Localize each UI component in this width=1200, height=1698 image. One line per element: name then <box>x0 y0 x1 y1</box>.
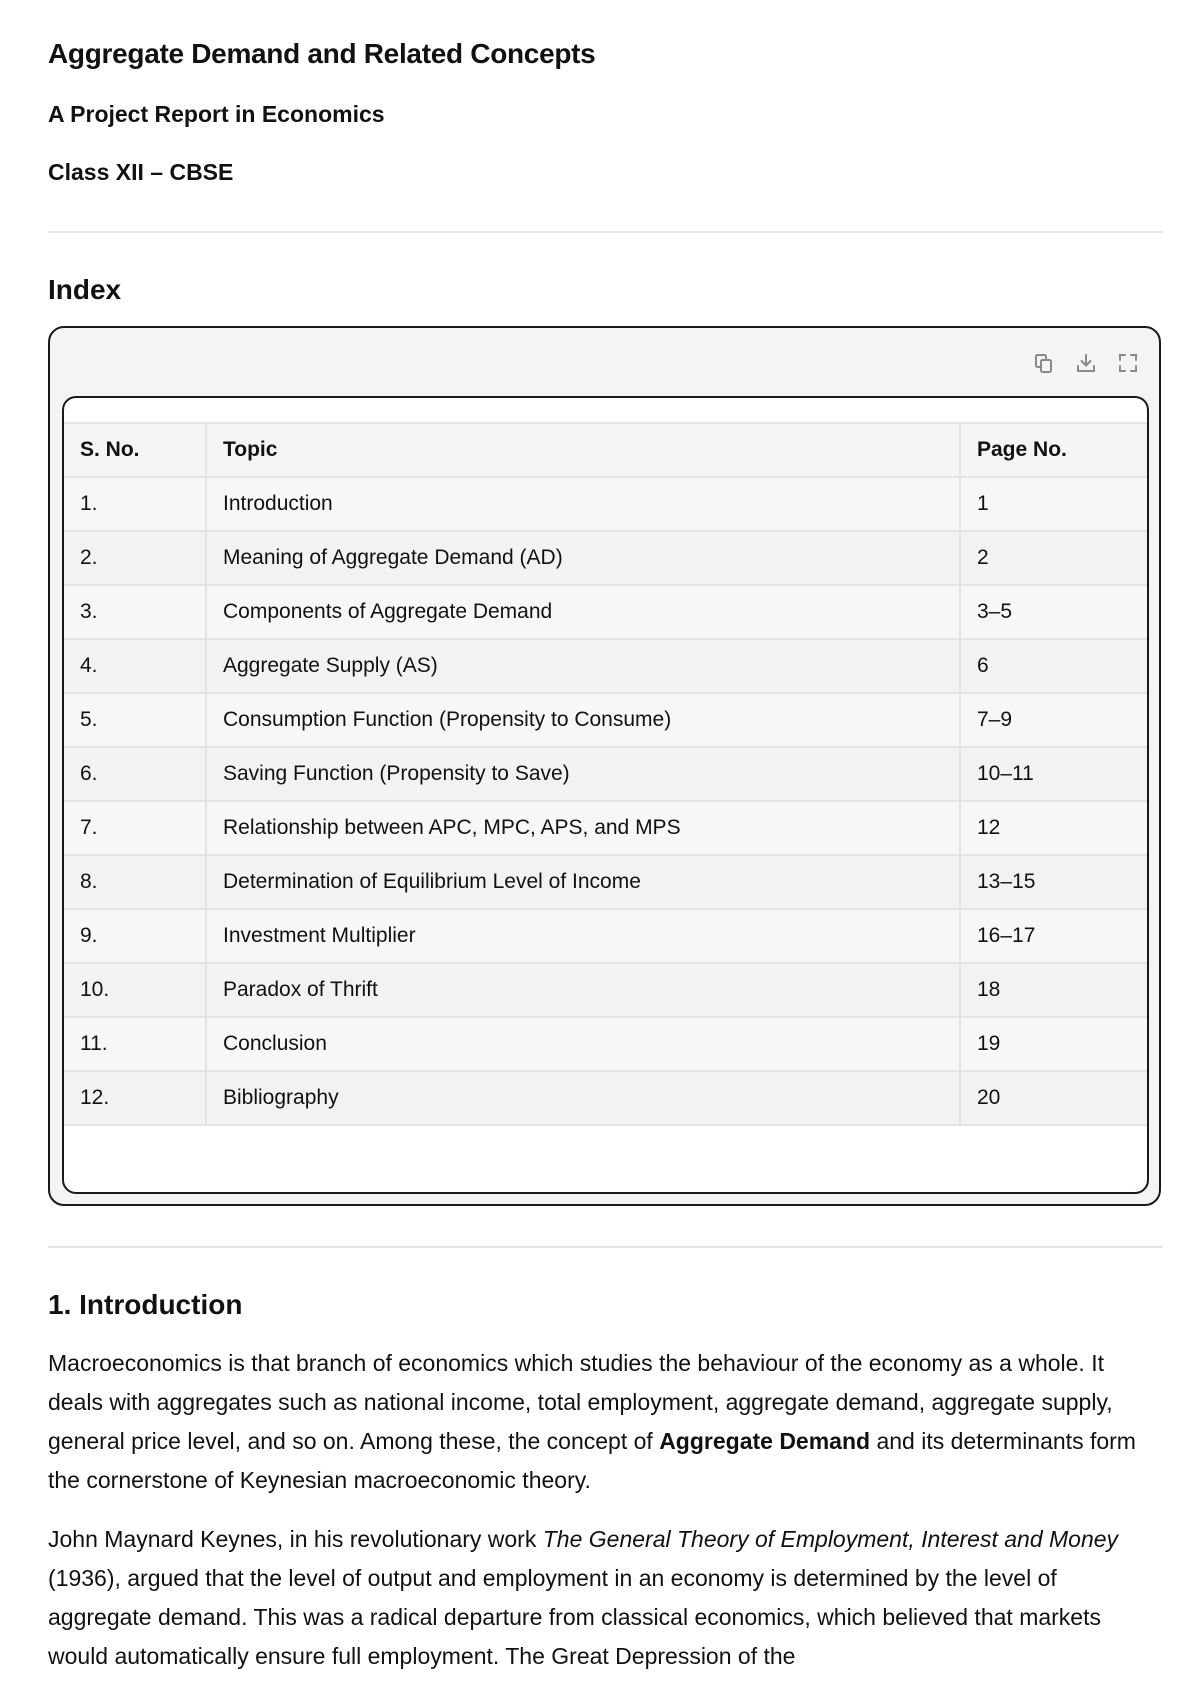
table-row <box>64 477 1147 531</box>
row-topic: Investment Multiplier <box>206 909 960 963</box>
row-topic: Aggregate Supply (AS) <box>206 639 960 693</box>
row-page: 2 <box>960 531 1147 585</box>
download-icon <box>1075 352 1097 374</box>
introduction-heading: 1. Introduction <box>48 1289 243 1320</box>
row-topic: Relationship between APC, MPC, APS, and MPS <box>206 801 960 855</box>
table-row <box>64 639 1147 693</box>
row-sno: 8. <box>64 855 206 909</box>
row-page: 7–9 <box>960 693 1147 747</box>
document-title: Aggregate Demand and Related Concepts <box>48 38 596 69</box>
row-topic: Meaning of Aggregate Demand (AD) <box>206 531 960 585</box>
row-page: 3–5 <box>960 585 1147 639</box>
paragraph-text: Macroeconomics is that branch of economics which studies the behaviour of the economy as a whole. It deals with aggregates such as national income, total employment, aggregate demand, aggregate supply, general price level, and so on. Among these, the concept of <box>48 1350 1113 1454</box>
column-header-sno: S. No. <box>64 423 206 477</box>
introduction-paragraph-1 <box>48 1344 1163 1500</box>
divider <box>48 231 1163 233</box>
index-table-card <box>48 326 1161 1206</box>
copy-icon <box>1033 352 1055 374</box>
introduction-paragraph-2 <box>48 1520 1163 1676</box>
row-sno: 11. <box>64 1017 206 1071</box>
row-sno: 10. <box>64 963 206 1017</box>
table-row <box>64 585 1147 639</box>
column-header-page: Page No. <box>960 423 1147 477</box>
document-subtitle: A Project Report in Economics <box>48 101 385 127</box>
table-row <box>64 693 1147 747</box>
table-row <box>64 963 1147 1017</box>
row-topic: Consumption Function (Propensity to Consume) <box>206 693 960 747</box>
document-class-line: Class XII – CBSE <box>48 159 234 185</box>
paragraph-text: John Maynard Keynes, in his revolutionary work <box>48 1526 543 1552</box>
paragraph-text: and its determinants form the cornerstone of Keynesian macroeconomic theory. <box>48 1428 1136 1493</box>
table-row <box>64 855 1147 909</box>
fullscreen-button[interactable] <box>1115 350 1141 376</box>
table-row <box>64 747 1147 801</box>
row-sno: 6. <box>64 747 206 801</box>
row-sno: 4. <box>64 639 206 693</box>
row-page: 12 <box>960 801 1147 855</box>
row-topic: Determination of Equilibrium Level of Income <box>206 855 960 909</box>
row-topic: Introduction <box>206 477 960 531</box>
row-sno: 1. <box>64 477 206 531</box>
row-sno: 5. <box>64 693 206 747</box>
row-sno: 9. <box>64 909 206 963</box>
book-title: The General Theory of Employment, Interest and Money <box>542 1526 1119 1552</box>
row-sno: 2. <box>64 531 206 585</box>
table-row <box>64 1071 1147 1125</box>
copy-button[interactable] <box>1031 350 1057 376</box>
row-sno: 12. <box>64 1071 206 1125</box>
table-row <box>64 531 1147 585</box>
download-button[interactable] <box>1073 350 1099 376</box>
table-row <box>64 909 1147 963</box>
table-header-row <box>64 423 1147 477</box>
row-page: 19 <box>960 1017 1147 1071</box>
row-page: 18 <box>960 963 1147 1017</box>
paragraph-text: (1936), argued that the level of output and employment in an economy is determined by the level of aggregate demand. This was a radical departure from classical economics, which believed that markets would automatically ensure full employment. The Great Depression of the <box>48 1565 1101 1669</box>
row-topic: Saving Function (Propensity to Save) <box>206 747 960 801</box>
fullscreen-icon <box>1117 352 1139 374</box>
row-page: 13–15 <box>960 855 1147 909</box>
index-table <box>64 422 1147 1126</box>
index-table-frame <box>62 396 1149 1194</box>
row-page: 6 <box>960 639 1147 693</box>
row-topic: Components of Aggregate Demand <box>206 585 960 639</box>
index-heading: Index <box>48 274 122 305</box>
table-toolbar <box>1031 350 1141 376</box>
row-page: 1 <box>960 477 1147 531</box>
row-topic: Bibliography <box>206 1071 960 1125</box>
table-row <box>64 1017 1147 1071</box>
row-page: 16–17 <box>960 909 1147 963</box>
divider <box>48 1246 1163 1248</box>
row-page: 10–11 <box>960 747 1147 801</box>
row-topic: Paradox of Thrift <box>206 963 960 1017</box>
row-sno: 3. <box>64 585 206 639</box>
bold-term: Aggregate Demand <box>659 1428 871 1454</box>
column-header-topic: Topic <box>206 423 960 477</box>
row-topic: Conclusion <box>206 1017 960 1071</box>
row-page: 20 <box>960 1071 1147 1125</box>
table-row <box>64 801 1147 855</box>
row-sno: 7. <box>64 801 206 855</box>
